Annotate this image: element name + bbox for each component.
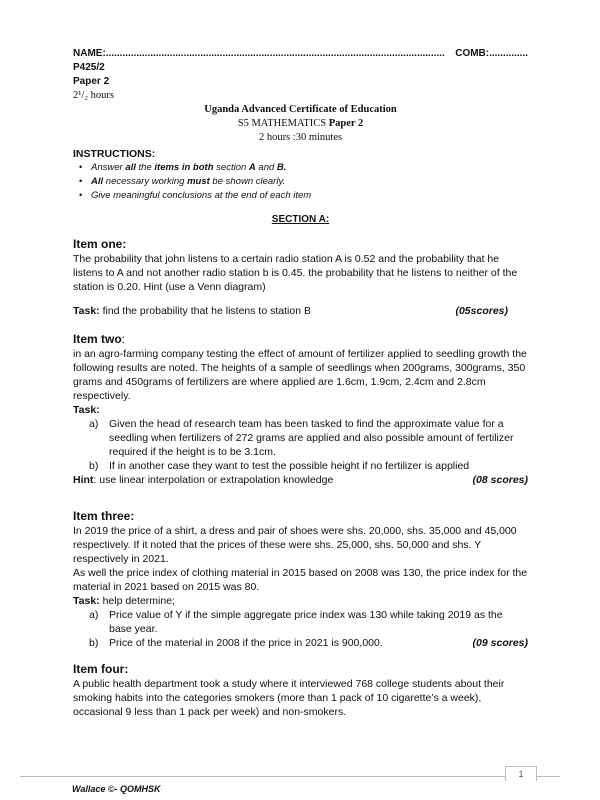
- exam-board: Uganda Advanced Certificate of Education: [204, 104, 397, 115]
- instruction-item: • Answer all the items in both section A and B.: [91, 161, 528, 175]
- item-two-part-b: b) If in another case they want to test the possible height if no fertilizer is applied: [89, 460, 470, 472]
- score-badge: (09 scores): [472, 637, 528, 649]
- paper-number: Paper 2: [73, 76, 110, 87]
- instructions-list: [73, 161, 528, 203]
- item-four-body: A public health department took a study where it interviewed 768 college students about their smoking habits into the categories smokers (more than 1 pack of 10 cigarette’s a week), occasional 9 less than 1 pack per week) and non-smokers.: [73, 678, 505, 718]
- item-one-task: [73, 304, 528, 318]
- item-two-task-label: Task:: [73, 404, 100, 416]
- name-comb-line: [73, 47, 528, 61]
- subject: S5 MATHEMATICS: [237, 118, 327, 129]
- name-field[interactable]: NAME:..........................................................................................................................: [73, 48, 445, 59]
- item-three-title: Item three:: [73, 509, 135, 523]
- score-badge: (08 scores): [472, 474, 528, 486]
- duration: 2¹/₂ hours: [73, 90, 114, 101]
- item-three-part-b: b) Price of the material in 2008 if the price in 2021 is 900,000. (09 scores): [89, 637, 528, 649]
- score-badge: (05scores): [455, 305, 508, 317]
- paper-code: P425/2: [73, 62, 105, 73]
- item-four-title: Item four:: [73, 662, 129, 676]
- subject-line: [73, 117, 528, 131]
- item-one-title: Item one:: [73, 237, 127, 251]
- section-heading: SECTION A:: [271, 214, 330, 225]
- item-three-part-a: a) Price value of Y if the simple aggregate price index was 130 while taking 2019 as the base year.: [89, 609, 503, 635]
- exam-time: 2 hours :30 minutes: [258, 132, 343, 143]
- comb-field[interactable]: COMB:..............: [455, 48, 528, 59]
- item-two-part-a: a) Given the head of research team has been tasked to find the approximate value for a seedling when fertilizers of 272 grams are applied and also possible amount of fertilizer required if the height is to be 3.1cm.: [89, 418, 514, 458]
- instructions-title: INSTRUCTIONS:: [73, 148, 156, 160]
- item-three-task: Task: help determine;: [73, 595, 175, 607]
- item-two-hint: Hint: use linear interpolation or extrapolation knowledge (08 scores): [73, 474, 528, 486]
- item-one-body: The probability that john listens to a certain radio station A is 0.52 and the probability that he listens to A and not another radio station b is 0.45. the probability that he listens to neither of the station is 0.20. Hint (use a Venn diagram): [73, 253, 518, 293]
- item-three-body-2: As well the price index of clothing material in 2015 based on 2008 was 130, the price index for the material in 2021 based on 2015 was 80.: [73, 567, 528, 593]
- task-text: find the probability that he listens to station B: [99, 305, 311, 317]
- footer-divider: [20, 776, 560, 777]
- page-number: 1: [505, 766, 537, 781]
- footer-credit: Wallace ©- QOMHSK: [72, 784, 161, 794]
- instruction-item: • Give meaningful conclusions at the end of each item: [91, 189, 528, 203]
- instruction-item: • All necessary working must be shown clearly.: [91, 175, 528, 189]
- item-two-title: Item two:: [73, 332, 126, 346]
- subject-paper: Paper 2: [328, 118, 364, 129]
- item-two-body: in an agro-farming company testing the effect of amount of fertilizer applied to seedling growth the following results are noted. The heights of a sample of seedlings when 200grams, 300grams, 350 grams and 450grams of fertilizers are where applied are 1.6cm, 1.9cm, 2.4cm and 2.8cm respectively.: [73, 348, 527, 402]
- task-label: Task:: [73, 305, 100, 317]
- exam-page: [73, 47, 528, 719]
- item-three-body-1: In 2019 the price of a shirt, a dress and pair of shoes were shs. 20,000, shs. 35,000 and 45,000 respectively. If it noted that the prices of these were shs. 25,000, shs. 50,000 and shs. Y respectively in 2021.: [73, 525, 517, 565]
